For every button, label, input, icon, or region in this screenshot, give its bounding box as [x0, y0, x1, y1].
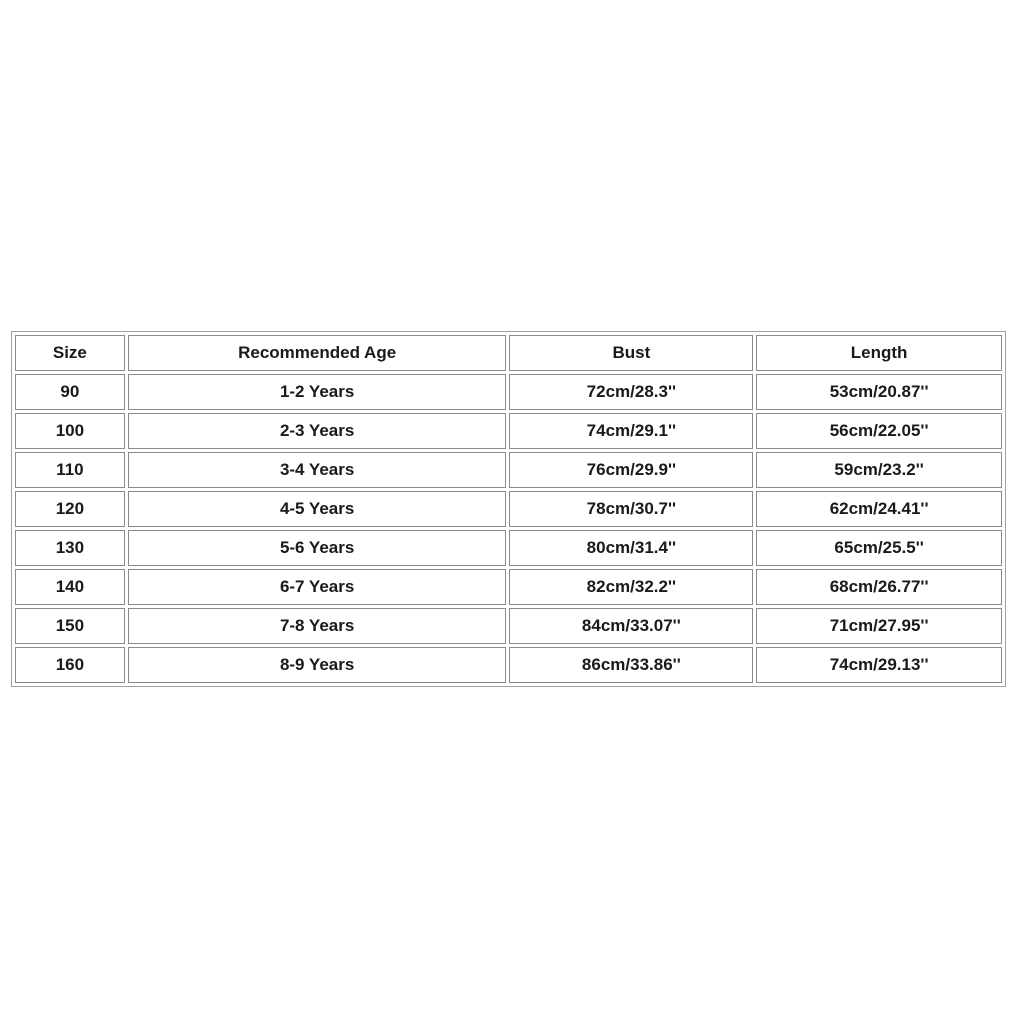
table-row	[15, 608, 1002, 644]
cell-bust: 82cm/32.2''	[509, 569, 753, 605]
size-chart-table	[11, 331, 1006, 687]
cell-size: 120	[15, 491, 125, 527]
table-row	[15, 530, 1002, 566]
header-size: Size	[15, 335, 125, 371]
cell-length: 74cm/29.13''	[756, 647, 1002, 683]
cell-length: 59cm/23.2''	[756, 452, 1002, 488]
cell-recommended-age: 4-5 Years	[128, 491, 507, 527]
cell-length: 56cm/22.05''	[756, 413, 1002, 449]
cell-length: 62cm/24.41''	[756, 491, 1002, 527]
cell-size: 150	[15, 608, 125, 644]
table-row	[15, 647, 1002, 683]
cell-recommended-age: 8-9 Years	[128, 647, 507, 683]
cell-length: 71cm/27.95''	[756, 608, 1002, 644]
cell-bust: 80cm/31.4''	[509, 530, 753, 566]
cell-size: 100	[15, 413, 125, 449]
cell-length: 53cm/20.87''	[756, 374, 1002, 410]
table-row	[15, 491, 1002, 527]
cell-recommended-age: 5-6 Years	[128, 530, 507, 566]
cell-bust: 78cm/30.7''	[509, 491, 753, 527]
cell-size: 90	[15, 374, 125, 410]
header-recommended-age: Recommended Age	[128, 335, 507, 371]
header-bust: Bust	[509, 335, 753, 371]
header-length: Length	[756, 335, 1002, 371]
cell-length: 68cm/26.77''	[756, 569, 1002, 605]
cell-recommended-age: 3-4 Years	[128, 452, 507, 488]
header-row	[15, 335, 1002, 371]
cell-recommended-age: 2-3 Years	[128, 413, 507, 449]
cell-bust: 72cm/28.3''	[509, 374, 753, 410]
table-row	[15, 413, 1002, 449]
table-header	[15, 335, 1002, 371]
cell-bust: 84cm/33.07''	[509, 608, 753, 644]
cell-recommended-age: 7-8 Years	[128, 608, 507, 644]
cell-size: 130	[15, 530, 125, 566]
table-body	[15, 374, 1002, 683]
cell-bust: 86cm/33.86''	[509, 647, 753, 683]
table-row	[15, 374, 1002, 410]
cell-size: 110	[15, 452, 125, 488]
cell-bust: 74cm/29.1''	[509, 413, 753, 449]
cell-recommended-age: 6-7 Years	[128, 569, 507, 605]
cell-bust: 76cm/29.9''	[509, 452, 753, 488]
table-row	[15, 452, 1002, 488]
cell-size: 160	[15, 647, 125, 683]
table-row	[15, 569, 1002, 605]
cell-recommended-age: 1-2 Years	[128, 374, 507, 410]
cell-length: 65cm/25.5''	[756, 530, 1002, 566]
cell-size: 140	[15, 569, 125, 605]
